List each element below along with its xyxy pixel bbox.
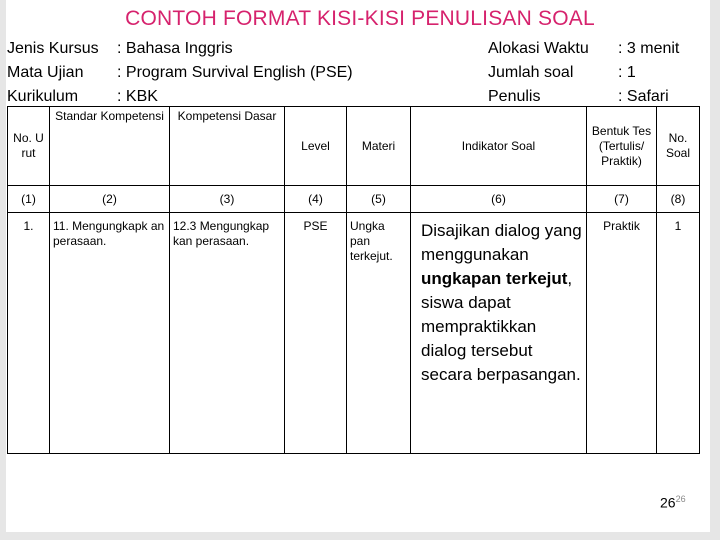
page-number-superscript: 26	[675, 494, 686, 504]
kisi-kisi-table	[7, 106, 700, 454]
table-number-row	[8, 186, 700, 213]
meta-row-mata-ujian	[7, 61, 353, 85]
meta-value: : 1	[618, 64, 636, 81]
cell-indikator-soal	[411, 213, 587, 454]
page-number-main: 26	[660, 494, 676, 511]
slide-frame-left	[0, 0, 6, 540]
meta-label: Jenis Kursus	[7, 40, 99, 57]
cell-standar-kompetensi: 11. Mengungkapk an perasaan.	[50, 213, 170, 454]
header-indikator-soal: Indikator Soal	[411, 107, 587, 186]
header-kompetensi-dasar: Kompetensi Dasar	[170, 107, 285, 186]
column-number: (2)	[50, 186, 170, 213]
indikator-text-bold: ungkapan terkejut	[421, 269, 568, 288]
meta-label: Jumlah soal	[488, 64, 574, 81]
meta-value: : Bahasa Inggris	[117, 40, 233, 57]
meta-row-jenis-kursus	[7, 37, 353, 61]
meta-value: : Program Survival English (PSE)	[117, 64, 353, 81]
meta-value: : 3 menit	[618, 40, 680, 57]
meta-left	[7, 37, 353, 109]
header-bentuk-tes: Bentuk Tes (Tertulis/ Praktik)	[587, 107, 657, 186]
table-header-row	[8, 107, 700, 186]
meta-row-alokasi-waktu	[488, 37, 679, 61]
column-number: (3)	[170, 186, 285, 213]
cell-kompetensi-dasar: 12.3 Mengungkap kan perasaan.	[170, 213, 285, 454]
column-number: (4)	[285, 186, 347, 213]
page-number	[660, 494, 686, 511]
cell-no-soal: 1	[657, 213, 700, 454]
meta-label: Penulis	[488, 88, 541, 105]
indikator-text-pre: Disajikan dialog yang menggunakan	[421, 221, 582, 264]
cell-no: 1.	[8, 213, 50, 454]
meta-row-jumlah-soal	[488, 61, 679, 85]
slide-frame-right	[710, 0, 720, 540]
cell-bentuk-tes: Praktik	[587, 213, 657, 454]
header-standar-kompetensi: Standar Kompetensi	[50, 107, 170, 186]
header-no-soal: No. Soal	[657, 107, 700, 186]
slide-frame-bottom	[0, 532, 720, 540]
meta-value: : KBK	[117, 88, 158, 105]
column-number: (7)	[587, 186, 657, 213]
cell-level: PSE	[285, 213, 347, 454]
meta-label: Alokasi Waktu	[488, 40, 589, 57]
column-number: (5)	[347, 186, 411, 213]
slide-title: CONTOH FORMAT KISI-KISI PENULISAN SOAL	[125, 7, 595, 30]
header-materi: Materi	[347, 107, 411, 186]
header-level: Level	[285, 107, 347, 186]
meta-label: Mata Ujian	[7, 64, 84, 81]
table-row	[8, 213, 700, 454]
indikator-text	[421, 219, 583, 387]
indikator-text-post: , siswa dapat mempraktikkan dialog tersebut secara berpasangan.	[421, 269, 581, 384]
meta-label: Kurikulum	[7, 88, 79, 105]
column-number: (1)	[8, 186, 50, 213]
cell-materi: Ungka pan terkejut.	[347, 213, 411, 454]
column-number: (8)	[657, 186, 700, 213]
meta-value: : Safari	[618, 88, 669, 105]
header-no-urut: No. U rut	[8, 107, 50, 186]
column-number: (6)	[411, 186, 587, 213]
meta-right	[488, 37, 679, 109]
